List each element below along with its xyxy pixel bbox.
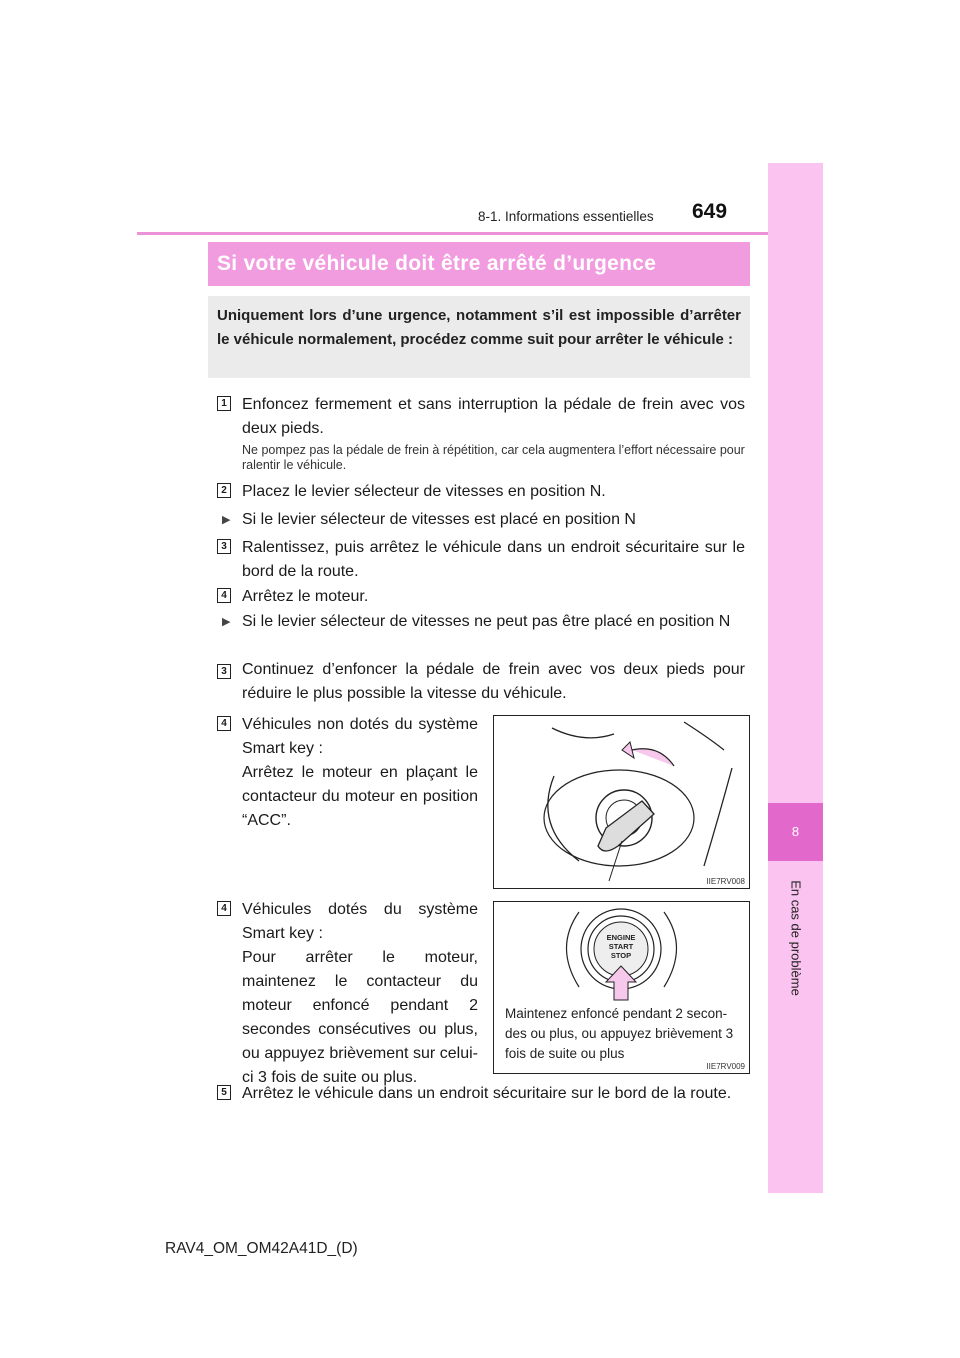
step-text: Véhicules dotés du système Smart key : Pour arrêter le moteur, maintenez le contacteur du moteur enfoncé pendant 2 secondes consécutives ou plus, ou appuyez brièvement sur celui-ci 3 fois de suite ou plus. [242, 901, 478, 1086]
figure-code: IIE7RV009 [706, 1062, 745, 1071]
figure-key-cylinder [493, 715, 750, 889]
branch-condition [222, 508, 745, 532]
step-text: Arrêtez le véhicule dans un endroit sécuritaire sur le bord de la route. [242, 1085, 732, 1102]
branch-condition [222, 610, 745, 634]
intro-text: Uniquement lors d’une urgence, notamment s’il est impossible d’arrêter le véhicule normalement, procédez comme suit pour arrêter le véhicule : [217, 307, 741, 348]
step-badge: 1 [217, 396, 231, 411]
step-badge: 2 [217, 483, 231, 498]
step-text: Enfoncez fermement et sans interruption la pédale de frein avec vos deux pieds. [242, 396, 745, 437]
step-text: Arrêtez le moteur. [242, 588, 369, 605]
figure-caption: Maintenez enfoncé pendant 2 secon-des ou plus, ou appuyez brièvement 3 fois de suite ou plus [505, 1006, 734, 1061]
step-text: Continuez d’enfoncer la pédale de frein avec vos deux pieds pour réduire le plus possible la vitesse du véhicule. [242, 661, 745, 702]
header-rule [137, 232, 823, 235]
button-label-engine: ENGINE [606, 933, 636, 942]
step-badge: 4 [217, 901, 231, 916]
step-text: Placez le levier sélecteur de vitesses en position N. [242, 483, 606, 500]
chapter-title-text: En cas de problème [788, 880, 803, 996]
topic-title-bar [208, 242, 750, 286]
step-badge: 3 [217, 539, 231, 554]
key-cylinder-illustration [494, 716, 749, 888]
step-badge: 5 [217, 1085, 231, 1100]
step-badge: 3 [217, 664, 231, 679]
branch-text: Si le levier sélecteur de vitesses est placé en position N [242, 511, 636, 528]
branch-arrow-icon: ▶ [222, 616, 231, 628]
button-label-start: START [608, 942, 634, 951]
step-badge: 4 [217, 716, 231, 731]
step-text: Ralentissez, puis arrêtez le véhicule dans un endroit sécuritaire sur le bord de la route. [242, 539, 745, 580]
step-text: Véhicules non dotés du système Smart key : Arrêtez le moteur en plaçant le contacteur du moteur en position “ACC”. [242, 716, 478, 829]
figure-code: IIE7RV008 [706, 877, 745, 886]
button-label-stop: STOP [610, 951, 632, 960]
intro-box [208, 296, 750, 378]
page-number: 649 [692, 200, 728, 223]
figure-engine-switch [493, 901, 750, 1074]
topic-title: Si votre véhicule doit être arrêté d’urgence [217, 252, 657, 275]
branch-arrow-icon: ▶ [222, 514, 231, 526]
section-title: 8-1. Informations essentielles [478, 209, 654, 224]
chapter-number-tab[interactable]: 8 [768, 803, 823, 861]
branch-text: Si le levier sélecteur de vitesses ne peut pas être placé en position N [242, 613, 731, 630]
step-note: Ne pompez pas la pédale de frein à répétition, car cela augmentera l’effort nécessaire pour ralentir le véhicule. [242, 443, 745, 472]
step-badge: 4 [217, 588, 231, 603]
document-code: RAV4_OM_OM42A41D_(D) [165, 1240, 358, 1257]
engine-switch-illustration [494, 902, 749, 1002]
chapter-side-tab [768, 163, 823, 1193]
chapter-title-vertical [768, 868, 823, 1008]
